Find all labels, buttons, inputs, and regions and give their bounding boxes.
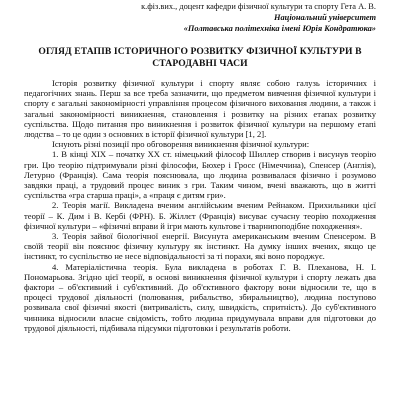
- author-line: к.фіз.вих., доцент кафедри фізичної культури та спорту Гета А. В.: [141, 2, 376, 11]
- body-paragraph: 2. Теорія магії. Викладена вченим англійським вченим Рейнаком. Прихильники цієї теорії – К. Дим і В. Кербі (ФРН). Б. Жіллєт (Франція) висуває сучасну теорію походження фізичної культури – «фізичні вправи й ігри мають культове і тварнипоподібне походження».: [24, 200, 376, 231]
- affiliation-name: «Полтавська політехніка імені Юрія Кондратюка»: [183, 24, 376, 33]
- body-paragraph: 1. В кінці ХІХ – початку ХХ ст. німецький філософ Шиллер створив і висунув теорію гри. Цю теорію підтримували різні філософи, Бюхер і Гросс (Німеччина), Спенсер (Англія), Летурно (Франція). Сама теорія пояснювала, що людина розвивалася фізично і розумово завдяки праці, а трудовий процес виник з гри. Таким чином, вчені вважають, що в житті суспільства «гра старша праці», а «праця є дитям гри».: [24, 149, 376, 201]
- body-paragraph: 4. Матеріалістична теорія. Була викладена в роботах Г. В. Плеханова, Н. І. Пономарьова. Згідно цієї теорії, в основі виникнення фізичної культури і спорту лежать два фактори – об'єктивний і суб'єктивний. До об'єктивного фактору вони відносили те, що в процесі трудової діяльності (полювання, рибальство, збиральництво), людина поступово розвивала свої фізичні якості (витривалість, силу, швидкість, спритність). До суб'єктивного чинника відносили власне свідомість, тобто людина придумувала вправи для підготовки до трудової діяльності, підбивала підсумки підготовки і результатів роботи.: [24, 261, 376, 333]
- body-paragraph: Існують різні позиції про обговорення виникнення фізичної культури:: [52, 139, 310, 150]
- body-paragraph: 3. Теорія зайвої біологічної енергії. Висунута американським вченим Спенсером. В своїй теорії він пояснює фізичну культуру як інстинкт. На думку інших вчених, якщо це інстинкт, то суспільство не несе відповідальності за ті порахи, які воно породжує.: [24, 231, 376, 262]
- article-title: ОГЛЯД ЕТАПІВ ІСТОРИЧНОГО РОЗВИТКУ ФІЗИЧНОЇ КУЛЬТУРИ В СТАРОДАВНІ ЧАСИ: [38, 46, 362, 69]
- author-block: [24, 1, 376, 34]
- article-body: [24, 78, 376, 333]
- body-paragraph: Історія розвитку фізичної культури і спорту являє собою галузь історичних і педагогічних знань. Перш за все треба зазначити, що предметом вивчення фізичної культури і спорту є загальні закономірності управління процесом фізичного виховання людини, а також і загальні закономірності виникнення, становлення і розвитку на різних етапах розвитку суспільства. Щодо питання про виникнення і розвиток фізичної культури на першому етапі людства – то це один з основних в історії фізичної культури [1, 2].: [24, 78, 376, 140]
- affiliation-university: Національний університет: [273, 13, 376, 22]
